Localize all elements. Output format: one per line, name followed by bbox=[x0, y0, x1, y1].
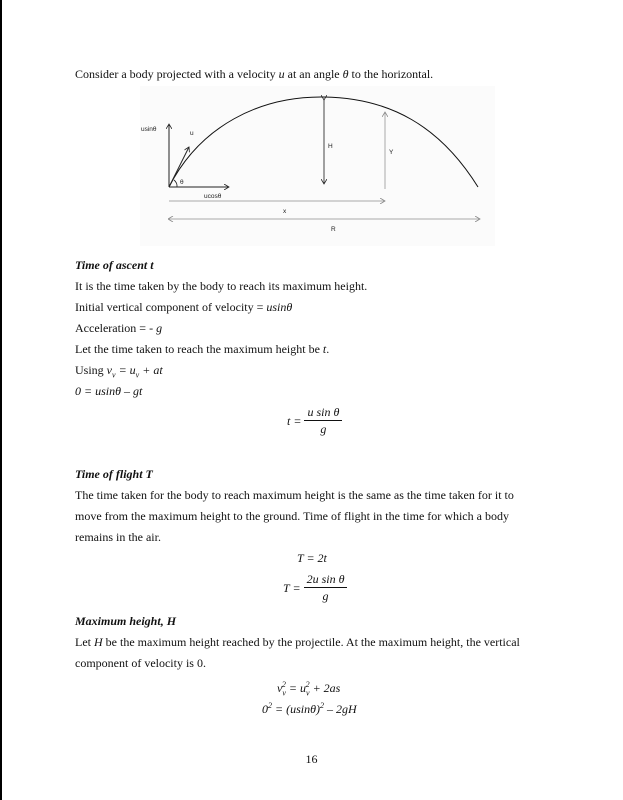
page-number: 16 bbox=[305, 752, 318, 766]
denominator: g bbox=[320, 422, 327, 436]
var-usin: usinθ bbox=[266, 300, 293, 314]
heading-time-of-ascent: Time of ascent t bbox=[75, 258, 154, 272]
maxh-line-1 bbox=[75, 635, 520, 649]
intro-text: to the horizontal. bbox=[348, 67, 434, 81]
eq-sup: 2 bbox=[268, 701, 272, 710]
formula-lhs: t = bbox=[287, 413, 302, 428]
text: . bbox=[326, 342, 330, 356]
fraction bbox=[304, 572, 348, 603]
label-Y: Y bbox=[389, 149, 394, 156]
numerator: u sin θ bbox=[304, 405, 342, 421]
text: Let the time taken to reach the maximum height be bbox=[75, 342, 323, 356]
heading-time-of-flight: Time of flight T bbox=[75, 467, 153, 481]
text: be the maximum height reached by the projectile. At the maximum height, the vertical bbox=[102, 635, 520, 649]
eq-sup: 2 bbox=[281, 680, 286, 689]
label-x: x bbox=[283, 208, 287, 215]
eq: = u bbox=[285, 681, 306, 695]
text: Using bbox=[75, 363, 107, 377]
label-H: H bbox=[328, 143, 333, 150]
var-theta: θ bbox=[342, 67, 349, 81]
formula-t bbox=[287, 405, 342, 436]
eq: v bbox=[277, 681, 283, 695]
flight-line-2: move from the maximum height to the ground. Time of flight in the time for which a body bbox=[75, 509, 509, 523]
eq-sub: v bbox=[306, 688, 310, 698]
ascent-line-4 bbox=[75, 342, 329, 356]
label-R: R bbox=[331, 226, 336, 233]
maxh-line-2: component of velocity is 0. bbox=[75, 656, 206, 670]
eq: – 2gH bbox=[324, 702, 357, 716]
eq-sup: 2 bbox=[320, 701, 324, 710]
ascent-line-3 bbox=[75, 321, 162, 335]
eq: + at bbox=[139, 363, 163, 377]
label-u: u bbox=[190, 130, 194, 137]
formula-zero-squared bbox=[262, 699, 357, 716]
eq: = u bbox=[115, 363, 136, 377]
formula-T-2t: T = 2t bbox=[297, 551, 327, 565]
text: Acceleration = - bbox=[75, 321, 157, 335]
intro-text: Consider a body projected with a velocity bbox=[75, 67, 279, 81]
ascent-line-1: It is the time taken by the body to reach its maximum height. bbox=[75, 279, 368, 293]
eq-sup: 2 bbox=[305, 680, 310, 689]
ascent-line-2 bbox=[75, 300, 292, 314]
numerator: 2u sin θ bbox=[304, 572, 348, 588]
intro-text: at an angle bbox=[284, 67, 343, 81]
ascent-line-5 bbox=[75, 363, 163, 382]
eq: + 2as bbox=[309, 681, 341, 695]
text: Let bbox=[75, 635, 94, 649]
fraction bbox=[304, 405, 342, 436]
var-H: H bbox=[94, 635, 103, 649]
var-u: u bbox=[278, 67, 285, 81]
intro-sentence bbox=[75, 67, 433, 81]
eq-sub: v bbox=[282, 688, 286, 698]
heading-maximum-height: Maximum height, H bbox=[75, 614, 177, 628]
formula-v-squared bbox=[277, 678, 340, 700]
ascent-line-6: 0 = usinθ – gt bbox=[75, 384, 143, 398]
var-t: t bbox=[322, 342, 327, 356]
label-usin: usinθ bbox=[141, 126, 157, 133]
label-ucos: ucosθ bbox=[204, 193, 222, 200]
eq-sub: v bbox=[112, 370, 116, 380]
denominator: g bbox=[322, 589, 329, 603]
eq-sub: v bbox=[135, 370, 140, 380]
text: Initial vertical component of velocity = bbox=[75, 300, 267, 314]
eq: 0 bbox=[262, 702, 268, 716]
formula-T bbox=[283, 572, 347, 603]
formula-lhs: T = bbox=[283, 580, 301, 595]
projectile-diagram bbox=[140, 86, 495, 246]
flight-line-1: The time taken for the body to reach maximum height is the same as the time taken for it to bbox=[75, 488, 514, 502]
eq: v bbox=[106, 363, 112, 377]
label-theta: θ bbox=[180, 179, 184, 186]
eq: = (usinθ) bbox=[272, 702, 320, 716]
flight-line-3: remains in the air. bbox=[75, 530, 161, 544]
var-g: g bbox=[156, 321, 163, 335]
